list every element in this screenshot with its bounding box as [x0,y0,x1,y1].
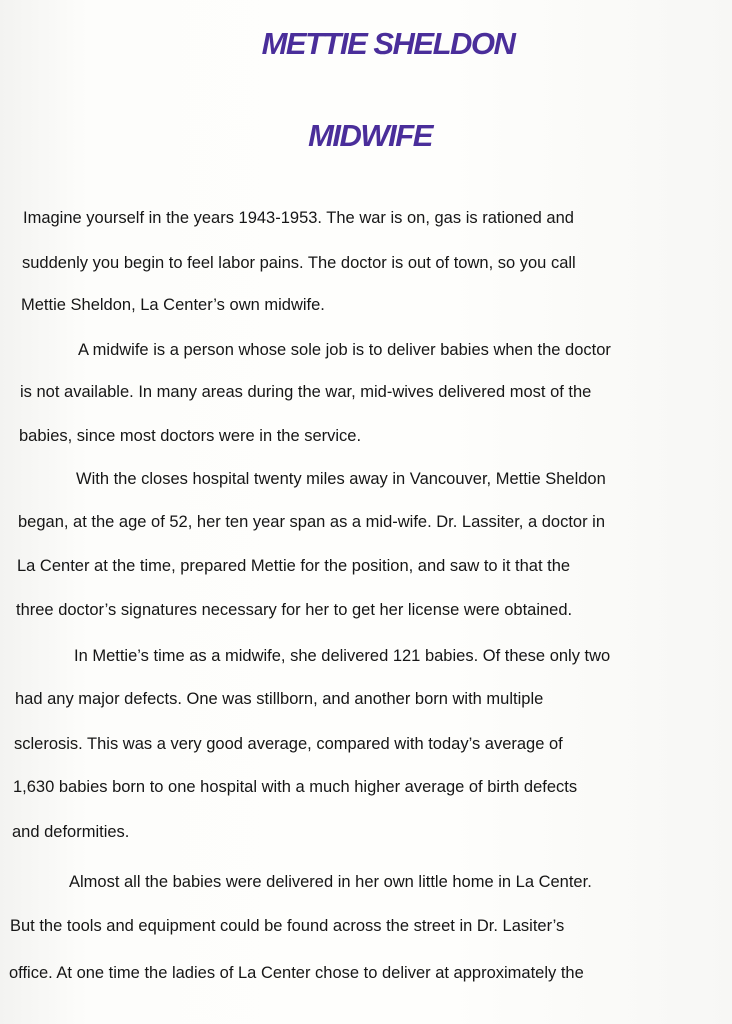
text-line: La Center at the time, prepared Mettie for the position, and saw to it that the [17,557,571,575]
text-line: had any major defects. One was stillborn, and another born with multiple [15,690,544,708]
text-line: Mettie Sheldon, La Center’s own midwife. [21,296,325,314]
document-title: METTIE SHELDON [261,26,515,61]
text-line: and deformities. [12,823,130,841]
text-line: A midwife is a person whose sole job is to deliver babies when the doctor [78,341,611,359]
text-line: office. At one time the ladies of La Center chose to deliver at approximately the [9,964,584,982]
text-line: babies, since most doctors were in the service. [19,427,362,445]
text-line: sclerosis. This was a very good average, compared with today’s average of [14,735,563,753]
text-line: began, at the age of 52, her ten year span as a mid-wife. Dr. Lassiter, a doctor in [18,513,606,531]
document-subtitle: MIDWIFE [308,118,432,153]
text-line: three doctor’s signatures necessary for her to get her license were obtained. [16,601,573,619]
text-line: Almost all the babies were delivered in her own little home in La Center. [69,873,592,891]
text-line: Imagine yourself in the years 1943-1953. The war is on, gas is rationed and [23,209,574,227]
text-line: 1,630 babies born to one hospital with a much higher average of birth defects [13,778,578,796]
text-line: With the closes hospital twenty miles away in Vancouver, Mettie Sheldon [76,470,606,488]
text-line: In Mettie’s time as a midwife, she delivered 121 babies. Of these only two [74,647,611,665]
text-line: is not available. In many areas during the war, mid-wives delivered most of the [20,383,592,401]
text-line: But the tools and equipment could be found across the street in Dr. Lasiter’s [10,917,565,935]
text-line: suddenly you begin to feel labor pains. The doctor is out of town, so you call [22,254,576,272]
